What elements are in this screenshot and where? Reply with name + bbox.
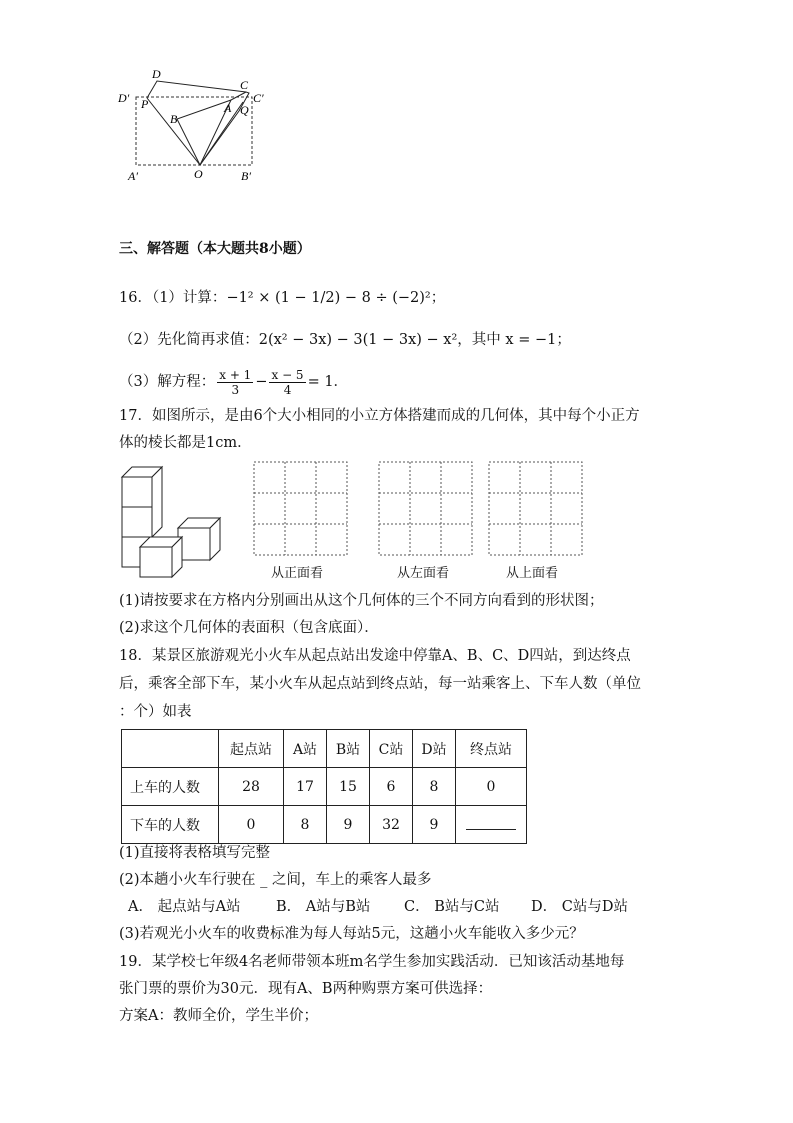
table-row-label: 下车的人数	[122, 806, 219, 844]
table-cell: 17	[284, 768, 327, 806]
table-cell: 0	[456, 768, 527, 806]
table-row-label: 上车的人数	[122, 768, 219, 806]
label-b-prime: B′	[241, 169, 251, 183]
table-header-cell	[122, 730, 219, 768]
label-d: D	[152, 67, 161, 81]
passenger-table	[121, 729, 527, 844]
q17-sub2: (2)求这个几何体的表面积（包含底面）．	[119, 620, 379, 636]
fraction-2-denominator: 4	[283, 382, 292, 397]
label-top-view: 从上面看	[506, 566, 559, 581]
table-cell-blank	[456, 806, 527, 844]
cube-column-side	[152, 467, 162, 537]
cube-front-1	[140, 547, 172, 577]
table-cell: 32	[370, 806, 413, 844]
q19-line1: 19．某学校七年级4名老师带领本班m名学生参加实践活动．已知该活动基地每	[119, 954, 625, 970]
q16-part2	[119, 330, 571, 350]
label-c-prime: C′	[253, 91, 264, 105]
label-a-prime: A′	[128, 169, 138, 183]
q16-part2-prefix: （2）先化简再求值：	[119, 332, 259, 348]
label-p: P	[141, 97, 149, 111]
q18-line2: 后，乘客全部下车，某小火车从起点站到终点站，每一站乘客上、下车人数（单位	[119, 676, 641, 692]
table-header-row	[122, 730, 527, 768]
label-left-view: 从左面看	[397, 566, 450, 581]
q16-part1-prefix: 16．（1）计算：	[119, 290, 227, 306]
fraction-1-denominator: 3	[231, 382, 240, 397]
fraction-1	[217, 368, 253, 397]
q18-line1: 18．某景区旅游观光小火车从起点站出发途中停靠A、B、C、D四站，到达终点	[119, 648, 631, 664]
grid-left-view	[378, 461, 474, 557]
cube-solid-figure	[118, 465, 226, 579]
label-d-prime: D′	[118, 91, 130, 105]
table-header-cell: A站	[284, 730, 327, 768]
q16-part3-prefix: （3）解方程：	[119, 374, 216, 390]
q17-sub1: (1)请按要求在方格内分别画出从这个几何体的三个不同方向看到的形状图；	[119, 593, 604, 609]
q18-option-a: A． 起点站与A站	[128, 899, 241, 915]
segment-qo	[200, 102, 243, 165]
table-row	[122, 768, 527, 806]
table-header-cell: 终点站	[456, 730, 527, 768]
dashed-rectangle	[136, 97, 252, 165]
table-cell: 8	[284, 806, 327, 844]
table-header-cell: 起点站	[219, 730, 284, 768]
label-a: A	[224, 101, 232, 115]
table-cell: 9	[413, 806, 456, 844]
minus-sign: −	[255, 374, 268, 390]
table-cell: 28	[219, 768, 284, 806]
grid-top-view	[488, 461, 584, 557]
label-q: Q	[240, 103, 249, 117]
q18-option-b: B． A站与B站	[276, 899, 371, 915]
q16-part3-tail: = 1．	[307, 374, 349, 390]
table-header-cell: B站	[327, 730, 370, 768]
q16-part3	[119, 366, 348, 398]
q16-part1-expr: −1² × (1 − 1/2) − 8 ÷ (−2)²；	[226, 290, 446, 306]
label-b: B	[170, 112, 178, 126]
fraction-2-numerator: x − 5	[271, 367, 304, 382]
q16-part2-expr: 2(x² − 3x) − 3(1 − 3x) − x²，其中 x = −1；	[258, 332, 571, 348]
cube-column-1	[122, 477, 152, 507]
segment-po	[147, 98, 200, 165]
q18-line3: ：个）如表	[119, 704, 192, 720]
q18-option-d: D． C站与D站	[531, 899, 628, 915]
answer-blank	[466, 815, 516, 830]
q19-line2: 张门票的票价为30元．现有A、B两种购票方案可供选择：	[119, 981, 493, 997]
table-cell: 15	[327, 768, 370, 806]
q18-sub1: (1)直接将表格填写完整	[119, 845, 271, 861]
geometry-figure	[110, 62, 280, 187]
cube-column-2	[122, 507, 152, 537]
table-header-cell: C站	[370, 730, 413, 768]
q16-part1	[119, 288, 445, 308]
table-cell: 0	[219, 806, 284, 844]
q19-line3: 方案A：教师全价，学生半价；	[119, 1008, 318, 1024]
label-o: O	[194, 167, 203, 181]
label-front-view: 从正面看	[271, 566, 324, 581]
table-cell: 6	[370, 768, 413, 806]
q18-option-c: C． B站与C站	[404, 899, 500, 915]
table-header-cell: D站	[413, 730, 456, 768]
section-title: 三、解答题（本大题共8小题）	[119, 241, 311, 257]
q17-line2: 体的棱长都是1cm．	[119, 435, 252, 451]
polygon-outline	[147, 81, 249, 165]
table-cell: 9	[327, 806, 370, 844]
table-cell: 8	[413, 768, 456, 806]
label-c: C	[240, 78, 249, 92]
q18-sub2: (2)本趟小火车行驶在 _ 之间，车上的乘客人最多	[119, 872, 432, 888]
q17-line1: 17．如图所示，是由6个大小相同的小立方体搭建而成的几何体，其中每个小正方	[119, 408, 640, 424]
table-row	[122, 806, 527, 844]
q18-sub3: (3)若观光小火车的收费标准为每人每站5元，这趟小火车能收入多少元？	[119, 926, 584, 942]
fraction-1-numerator: x + 1	[219, 367, 252, 382]
cube-back-right-front	[178, 528, 210, 560]
fraction-2	[269, 368, 305, 397]
grid-front-view	[253, 461, 349, 557]
